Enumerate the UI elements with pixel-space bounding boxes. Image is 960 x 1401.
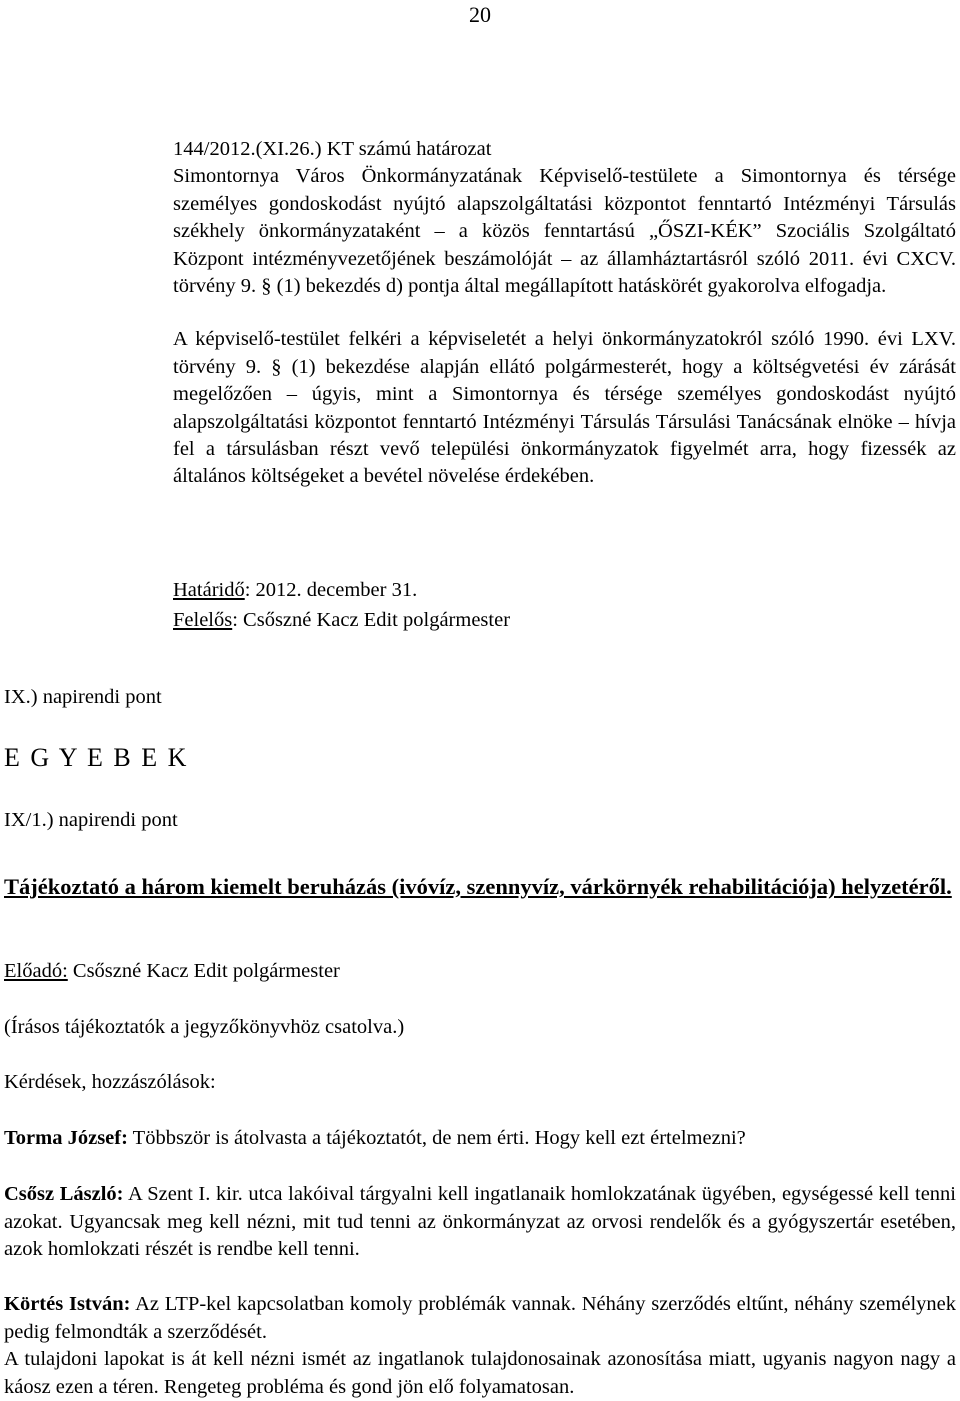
speech-torma <box>4 1125 956 1153</box>
deadline-label: Határidő <box>173 579 245 601</box>
decision-number: 144/2012.(XI.26.) KT számú határozat <box>173 138 492 160</box>
speech-text: Az LTP-kel kapcsolatban komoly problémák vannak. Néhány szerződés eltűnt, néhány személynek pedig felmondták a szerződését. <box>4 1293 956 1343</box>
presenter-value: Csőszné Kacz Edit polgármester <box>67 960 340 982</box>
agenda-heading: E G Y E B E K <box>4 743 189 772</box>
presenter-label: Előadó: <box>4 960 68 982</box>
decision-block <box>173 136 956 491</box>
attachment-note: (Írásos tájékoztatók a jegyzőkönyvhöz csatolva.) <box>4 1016 405 1038</box>
speech-kortes-continuation: A tulajdoni lapokat is át kell nézni ismét az ingatlanok tulajdonosainak azonosítása miatt, ugyanis nagyon nagy a káosz ezen a téren. Rengeteg probléma és gond jön elő folyamatosan. <box>4 1348 956 1398</box>
page-number: 20 <box>469 2 491 27</box>
deadline-line <box>173 575 510 605</box>
decision-body: Simontornya Város Önkormányzatának Képviselő-testülete a Simontornya és térsége személyes gondoskodást nyújtó alapszolgáltatási központot fenntartó Intézményi Társulás székhely önkormányzataként – a közös fenntartású „ŐSZI-KÉK” Szociális Szolgáltató Központ intézményvezetőjének beszámolóját – az államháztartásról szóló 2011. évi CXCV. törvény 9. § (1) bekezdés d) pontja által megállapított hatáskörét gyakorolva elfogadja. <box>173 165 956 298</box>
speaker-name: Torma József: <box>4 1127 128 1149</box>
topic-title: Tájékoztató a három kiemelt beruházás (ivóvíz, szennyvíz, várkörnyék rehabilitációja) helyzetéről. <box>4 874 952 899</box>
agenda-main-item: IX.) napirendi pont <box>4 686 162 708</box>
speech-text: Többször is átolvasta a tájékoztatót, de nem érti. Hogy kell ezt értelmezni? <box>127 1127 746 1149</box>
presenter-line <box>4 960 956 983</box>
deadline-block <box>173 575 510 635</box>
agenda-sub-item: IX/1.) napirendi pont <box>4 809 178 831</box>
speech-text: A Szent I. kir. utca lakóival tárgyalni kell ingatlanaik homlokzatának ügyében, egységessé kell tenni azokat. Ugyancsak meg kell nézni, mit tud tenni az önkormányzat az orvosi rendelők és a gyógyszertár esetében, azok homlokzati részét is rendbe kell tenni. <box>4 1183 956 1260</box>
responsible-line <box>173 605 510 635</box>
speaker-name: Körtés István: <box>4 1293 131 1315</box>
speaker-name: Csősz László: <box>4 1183 124 1205</box>
decision-request: A képviselő-testület felkéri a képviseletét a helyi önkormányzatokról szóló 1990. évi LXV. törvény 9. § (1) bekezdése alapján ellátó polgármesterét, hogy a költségvetési év zárását megelőzően – úgyis, mint a Simontornya és térsége személyes gondoskodást nyújtó alapszolgáltatási központot fenntartó Intézményi Társulás Társulási Tanácsának elnöke – hívja fel a társulásban részt vevő települési önkormányzatok figyelmét arra, hogy fizessék az általános költségeket a bevétel növelése érdekében. <box>173 328 956 488</box>
speech-kortes <box>4 1291 956 1346</box>
responsible-label: Felelős <box>173 609 233 631</box>
deadline-value: : 2012. december 31. <box>244 579 418 601</box>
questions-label: Kérdések, hozzászólások: <box>4 1071 216 1093</box>
responsible-value: : Csőszné Kacz Edit polgármester <box>232 609 511 631</box>
speech-csosz <box>4 1181 956 1264</box>
